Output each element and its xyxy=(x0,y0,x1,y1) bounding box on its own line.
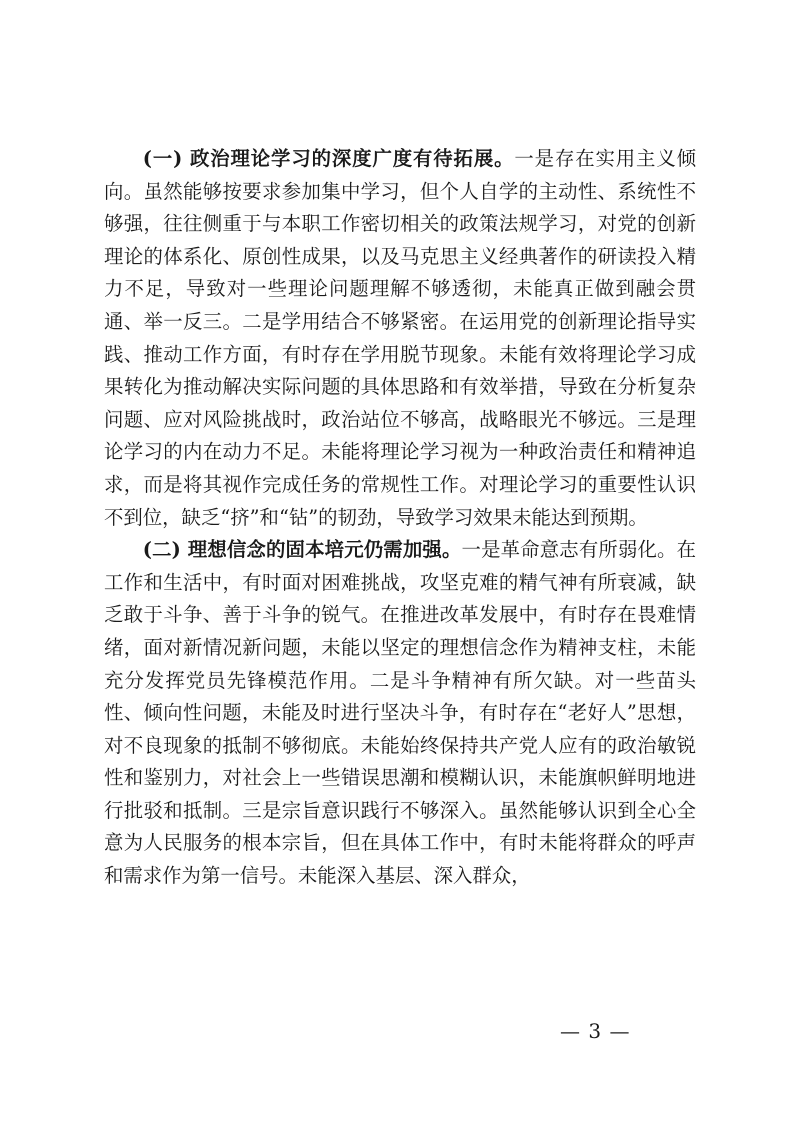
paragraph-body: 一是革命意志有所弱化。在工作和生活中，有时面对困难挑战，攻坚克难的精气神有所衰减，缺乏敢于斗争、善于斗争的锐气。在推进改革发展中，有时存在畏难情绪，面对新情况新问题，未能以坚定的理想信念作为精神支柱，未能充分发挥党员先锋模范作用。二是斗争精神有所欠缺。对一些苗头性、倾向性问题，未能及时进行坚决斗争，有时存在“老好人”思想，对不良现象的抵制不够彻底。未能始终保持共产党人应有的政治敏锐性和鉴别力，对社会上一些错误思潮和模糊认识，未能旗帜鲜明地进行批驳和抵制。三是宗旨意识践行不够深入。虽然能够认识到全心全意为人民服务的根本宗旨，但在具体工作中，有时未能将群众的呼声和需求作为第一信号。未能深入基层、深入群众， xyxy=(104,538,697,888)
paragraph-body: 一是存在实用主义倾向。虽然能够按要求参加集中学习，但个人自学的主动性、系统性不够强，往往侧重于与本职工作密切相关的政策法规学习，对党的创新理论的体系化、原创性成果，以及马克思主义经典著作的研读投入精力不足，导致对一些理论问题理解不够透彻，未能真正做到融会贯通、举一反三。二是学用结合不够紧密。在运用党的创新理论指导实践、推动工作方面，有时存在学用脱节现象。未能有效将理论学习成果转化为推动解决实际问题的具体思路和有效举措，导致在分析复杂问题、应对风险挑战时，政治站位不够高，战略眼光不够远。三是理论学习的内在动力不足。未能将理论学习视为一种政治责任和精神追求，而是将其视作完成任务的常规性工作。对理论学习的重要性认识不到位，缺乏“挤”和“钻”的韧劲，导致学习效果未能达到预期。 xyxy=(104,147,696,529)
body-text xyxy=(104,143,696,893)
paragraph-heading: (一) 政治理论学习的深度广度有待拓展。 xyxy=(142,147,515,170)
page-number: — 3 — xyxy=(560,1019,631,1043)
paragraph-heading: (二) 理想信念的固本培元仍需加强。 xyxy=(142,538,462,562)
paragraph-ideals-and-beliefs xyxy=(104,534,696,893)
paragraph-political-theory-study xyxy=(104,143,696,534)
